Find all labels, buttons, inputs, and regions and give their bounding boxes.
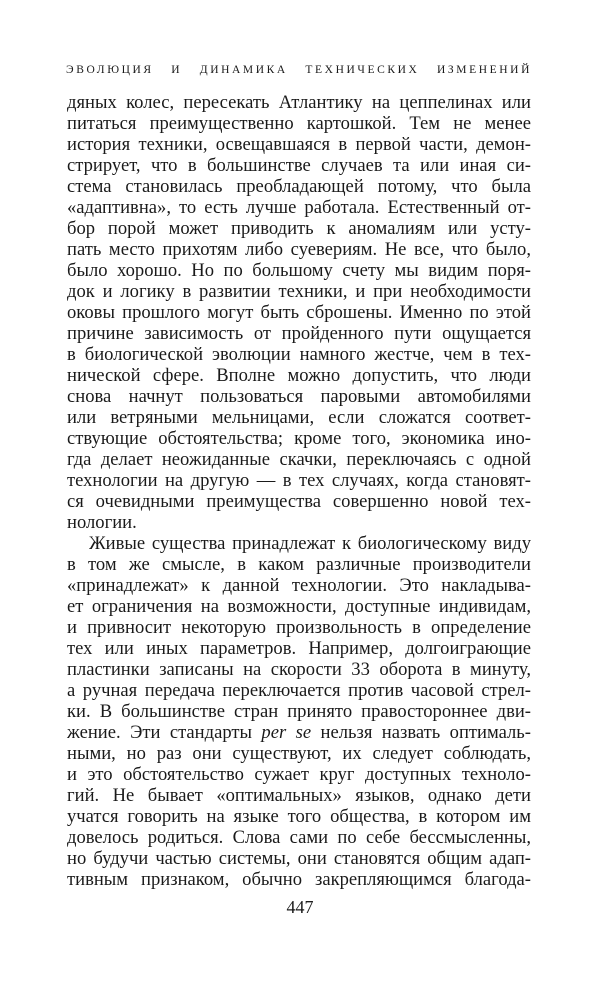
body-text xyxy=(67,92,531,890)
text-line: технологии на другую — в тех случаях, когда становят- xyxy=(67,470,531,491)
page-number: 447 xyxy=(286,897,314,917)
text-line: и это обстоятельство сужает круг доступных техноло- xyxy=(67,764,531,785)
text-line: оковы прошлого могут быть сброшены. Именно по этой xyxy=(67,302,531,323)
text-line: снова начнут пользоваться паровыми автомобилями xyxy=(67,386,531,407)
text-line: причине зависимость от пройденного пути ощущается xyxy=(67,323,531,344)
text-line: учатся говорить на языке того общества, в котором им xyxy=(67,806,531,827)
italic-phrase: per se xyxy=(261,722,312,743)
text-line: нологии. xyxy=(67,512,137,533)
text-line: стрирует, что в большинстве случаев та или иная си- xyxy=(67,155,531,176)
text-line: а ручная передача переключается против часовой стрел- xyxy=(67,680,531,701)
text-line: пластинки записаны на скорости 33 оборота в минуту, xyxy=(67,659,531,680)
text-line: дяных колес, пересекать Атлантику на цеппелинах или xyxy=(67,92,531,113)
text-line: ствующие обстоятельства; кроме того, экономика ино- xyxy=(67,428,531,449)
text-line: было хорошо. Но по большому счету мы видим поря- xyxy=(67,260,531,281)
text-line: ки. В большинстве стран принято правостороннее дви- xyxy=(67,701,531,722)
text-line: тех или иных параметров. Например, долгоиграющие xyxy=(67,638,531,659)
text-line: но будучи частью системы, они становятся общим адап- xyxy=(67,848,531,869)
text-segment: жение. Эти стандарты xyxy=(67,722,262,743)
text-line: ет ограничения на возможности, доступные индивидам, xyxy=(67,596,531,617)
text-line xyxy=(67,722,531,743)
paragraph-2 xyxy=(67,533,531,890)
text-line: бор порой может приводить к аномалиям или усту- xyxy=(67,218,531,239)
text-line: питаться преимущественно картошкой. Тем не менее xyxy=(67,113,531,134)
text-line: гий. Не бывает «оптимальных» языков, однако дети xyxy=(67,785,531,806)
text-line: и привносит некоторую произвольность в определение xyxy=(67,617,531,638)
text-line: довелось родиться. Слова сами по себе бессмысленны, xyxy=(67,827,531,848)
text-line: нической сфере. Вполне можно допустить, что люди xyxy=(67,365,531,386)
text-line: ными, но раз они существуют, их следует соблюдать, xyxy=(67,743,531,764)
text-line: в том же смысле, в каком различные производители xyxy=(67,554,531,575)
running-header: ЭВОЛЮЦИЯ И ДИНАМИКА ТЕХНИЧЕСКИХ ИЗМЕНЕНИЙ xyxy=(66,64,532,76)
text-line: стема становилась преобладающей потому, что была xyxy=(67,176,531,197)
text-line: «адаптивна», то есть лучше работала. Естественный от- xyxy=(67,197,531,218)
text-line: гда делает неожиданные скачки, переключаясь с одной xyxy=(67,449,531,470)
text-line: док и логику в развитии техники, и при необходимости xyxy=(67,281,531,302)
paragraph-1 xyxy=(67,92,531,533)
text-line: в биологической эволюции намного жестче, чем в тех- xyxy=(67,344,531,365)
text-line: тивным признаком, обычно закрепляющимся благода- xyxy=(67,869,531,890)
text-line: или ветряными мельницами, если сложатся соответ- xyxy=(67,407,531,428)
text-segment: нельзя назвать оптималь- xyxy=(311,722,531,743)
text-line: «принадлежат» к данной технологии. Это накладыва- xyxy=(67,575,531,596)
text-line: Живые существа принадлежат к биологическому виду xyxy=(89,533,531,554)
text-line: история техники, освещавшаяся в первой части, демон- xyxy=(67,134,531,155)
text-line: ся очевидными преимущества совершенно новой тех- xyxy=(67,491,531,512)
text-line: пать место прихотям либо суевериям. Не все, что было, xyxy=(67,239,531,260)
